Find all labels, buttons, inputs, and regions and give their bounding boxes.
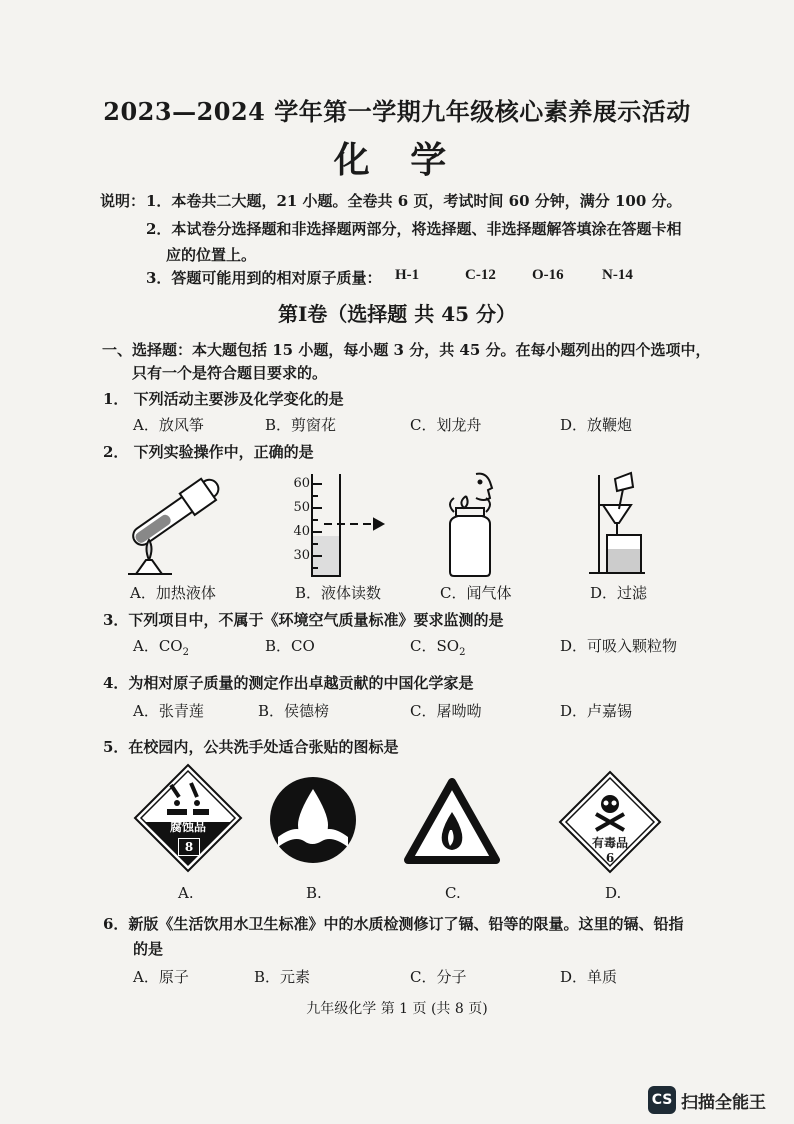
- toxic-label: 有毒品: [591, 836, 628, 850]
- q1-option-c: C．划龙舟: [410, 416, 482, 434]
- q3-option-c: C．$SO_2$: [410, 637, 466, 658]
- section-intro: 一、选择题：本大题包括 15 小题，每小题 3 分，共 45 分。在每小题列出的四个选项中，: [102, 341, 711, 359]
- q4-option-a: A．张青莲: [133, 702, 204, 720]
- corrosive-class: 8: [178, 838, 200, 856]
- note-item-3: 3．答题可能用到的相对原子质量：: [146, 269, 382, 287]
- cylinder-tick-50: 50: [293, 500, 310, 515]
- q2-option-a: A．加热液体: [130, 584, 216, 602]
- question-3-stem: 3．下列项目中，不属于《环境空气质量标准》要求监测的是: [103, 611, 504, 629]
- note-item-2: 2．本试卷分选择题和非选择题两部分，将选择题、非选择题解答填涂在答题卡相: [146, 220, 682, 238]
- section-title: 第Ⅰ卷（选择题 共 45 分）: [277, 302, 517, 326]
- exam-title: 2023—2024 学年第一学期九年级核心素养展示活动: [103, 97, 691, 126]
- q4-option-c: C．屠呦呦: [410, 702, 482, 720]
- smelling-gas-figure: [436, 468, 516, 580]
- q3-option-b: B．CO: [265, 637, 315, 655]
- heating-liquid-figure: [118, 462, 228, 580]
- subject-title: 化 学: [333, 139, 461, 181]
- q1-option-b: B．剪窗花: [265, 416, 337, 434]
- q1-option-a: A．放风筝: [133, 416, 204, 434]
- question-4-stem: 4．为相对原子质量的测定作出卓越贡献的中国化学家是: [103, 674, 474, 692]
- q1-option-d: D．放鞭炮: [560, 416, 633, 434]
- q3-option-d: D．可吸入颗粒物: [560, 637, 678, 655]
- water-saving-sign-icon: [268, 775, 358, 865]
- cylinder-tick-30: 30: [293, 548, 310, 563]
- q2-option-b: B．液体读数: [295, 584, 382, 602]
- cylinder-tick-60: 60: [293, 476, 310, 491]
- q3-option-a: A．$CO_2$: [133, 637, 189, 658]
- mass-n: N-14: [602, 267, 633, 283]
- flammable-sign-icon: [404, 778, 500, 866]
- q6-option-a: A．原子: [133, 968, 189, 986]
- section-intro-cont: 只有一个是符合题目要求的。: [132, 364, 328, 382]
- question-5-stem: 5．在校园内，公共洗手处适合张贴的图标是: [103, 738, 399, 756]
- q6-option-b: B．元素: [254, 968, 311, 986]
- note-item-1: 1．本卷共二大题，21 小题。全卷共 6 页，考试时间 60 分钟，满分 100 分。: [146, 192, 682, 210]
- mass-o: O-16: [532, 267, 564, 283]
- q4-option-d: D．卢嘉锡: [560, 702, 633, 720]
- q6-option-d: D．单质: [560, 968, 618, 986]
- mass-c: C-12: [465, 267, 496, 283]
- camscanner-logo-icon: CS: [648, 1086, 676, 1114]
- q5-option-a: A.: [178, 884, 194, 902]
- question-6-stem: 6．新版《生活饮用水卫生标准》中的水质检测修订了镉、铅等的限量。这里的镉、铅指: [103, 915, 684, 933]
- q5-option-d: D.: [605, 884, 622, 902]
- corrosive-label: 腐蚀品: [169, 820, 206, 834]
- note-item-2-cont: 应的位置上。: [166, 246, 257, 264]
- notes-lead: 说明：: [100, 192, 146, 210]
- cylinder-tick-40: 40: [293, 524, 310, 539]
- mass-h: H-1: [395, 267, 420, 283]
- question-2-stem: 2． 下列实验操作中，正确的是: [103, 443, 314, 461]
- filtration-figure: [585, 465, 675, 581]
- question-1-stem: 1． 下列活动主要涉及化学变化的是: [103, 390, 344, 408]
- q2-option-d: D．过滤: [590, 584, 648, 602]
- q4-option-b: B．侯德榜: [258, 702, 330, 720]
- page-footer: 九年级化学 第 1 页 (共 8 页): [306, 1001, 488, 1017]
- question-6-stem-cont: 的是: [133, 940, 164, 958]
- q6-option-c: C．分子: [410, 968, 467, 986]
- q2-option-c: C．闻气体: [440, 584, 512, 602]
- q5-option-c: C.: [445, 884, 461, 902]
- q5-option-b: B.: [306, 884, 322, 902]
- toxic-class: 6: [605, 851, 615, 865]
- scanner-watermark: [648, 1085, 766, 1115]
- scanner-app-name: 扫描全能王: [681, 1092, 766, 1113]
